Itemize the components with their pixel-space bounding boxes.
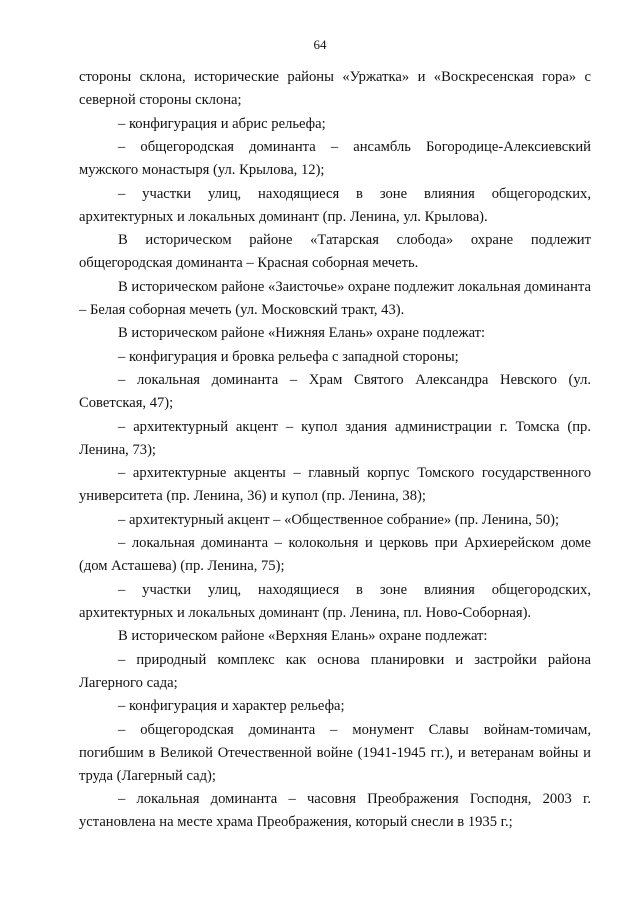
paragraph: – конфигурация и характер рельефа; xyxy=(118,698,345,714)
paragraph: – конфигурация и абрис рельефа; xyxy=(118,115,326,132)
paragraph: В историческом районе «Верхняя Елань» охране подлежат: xyxy=(118,628,488,644)
paragraph: В историческом районе «Заисточье» охране подлежит локальная доминанта – Белая соборная мечеть (ул. Московский тракт, 43). xyxy=(79,278,591,318)
paragraph: – участки улиц, находящиеся в зоне влияния общегородских, архитектурных и локальных доминант (пр. Ленина, пл. Ново-Соборная). xyxy=(79,581,591,621)
paragraph: В историческом районе «Нижняя Елань» охране подлежат: xyxy=(118,325,486,341)
page-number: 64 xyxy=(313,37,327,52)
paragraph: – общегородская доминанта – ансамбль Богородице-Алексиевский мужского монастыря (ул. Крылова, 12); xyxy=(79,139,591,178)
paragraph: стороны склона, исторические районы «Уржатка» и «Воскресенская гора» с северной стороны склона; xyxy=(79,69,591,108)
paragraph: – природный комплекс как основа планировки и застройки района Лагерного сада; xyxy=(79,651,591,691)
document-body xyxy=(79,66,591,834)
paragraph: – локальная доминанта – колокольня и церковь при Архиерейском доме (дом Асташева) (пр. Ленина, 75); xyxy=(79,535,591,574)
paragraph: В историческом районе «Татарская слобода» охране подлежит общегородская доминанта – Красная соборная мечеть. xyxy=(79,232,591,271)
paragraph: – локальная доминанта – часовня Преображения Господня, 2003 г. установлена на месте храма Преображения, который снесли в 1935 г.; xyxy=(79,791,591,830)
paragraph: – локальная доминанта – Храм Святого Александра Невского (ул. Советская, 47); xyxy=(79,372,591,411)
paragraph: – архитектурный акцент – купол здания администрации г. Томска (пр. Ленина, 73); xyxy=(79,418,591,458)
paragraph: – общегородская доминанта – монумент Славы войнам-томичам, погибшим в Великой Отечественной войне (1941-1945 гг.), и ветеранам войны и труда (Лагерный сад); xyxy=(79,721,591,784)
paragraph: – участки улиц, находящиеся в зоне влияния общегородских, архитектурных и локальных доминант (пр. Ленина, ул. Крылова). xyxy=(79,185,591,225)
paragraph: – архитектурный акцент – «Общественное собрание» (пр. Ленина, 50); xyxy=(118,511,560,528)
paragraph: – конфигурация и бровка рельефа с западной стороны; xyxy=(118,348,459,365)
paragraph: – архитектурные акценты – главный корпус Томского государственного университета (пр. Ленина, 36) и купол (пр. Ленина, 38); xyxy=(79,465,591,504)
